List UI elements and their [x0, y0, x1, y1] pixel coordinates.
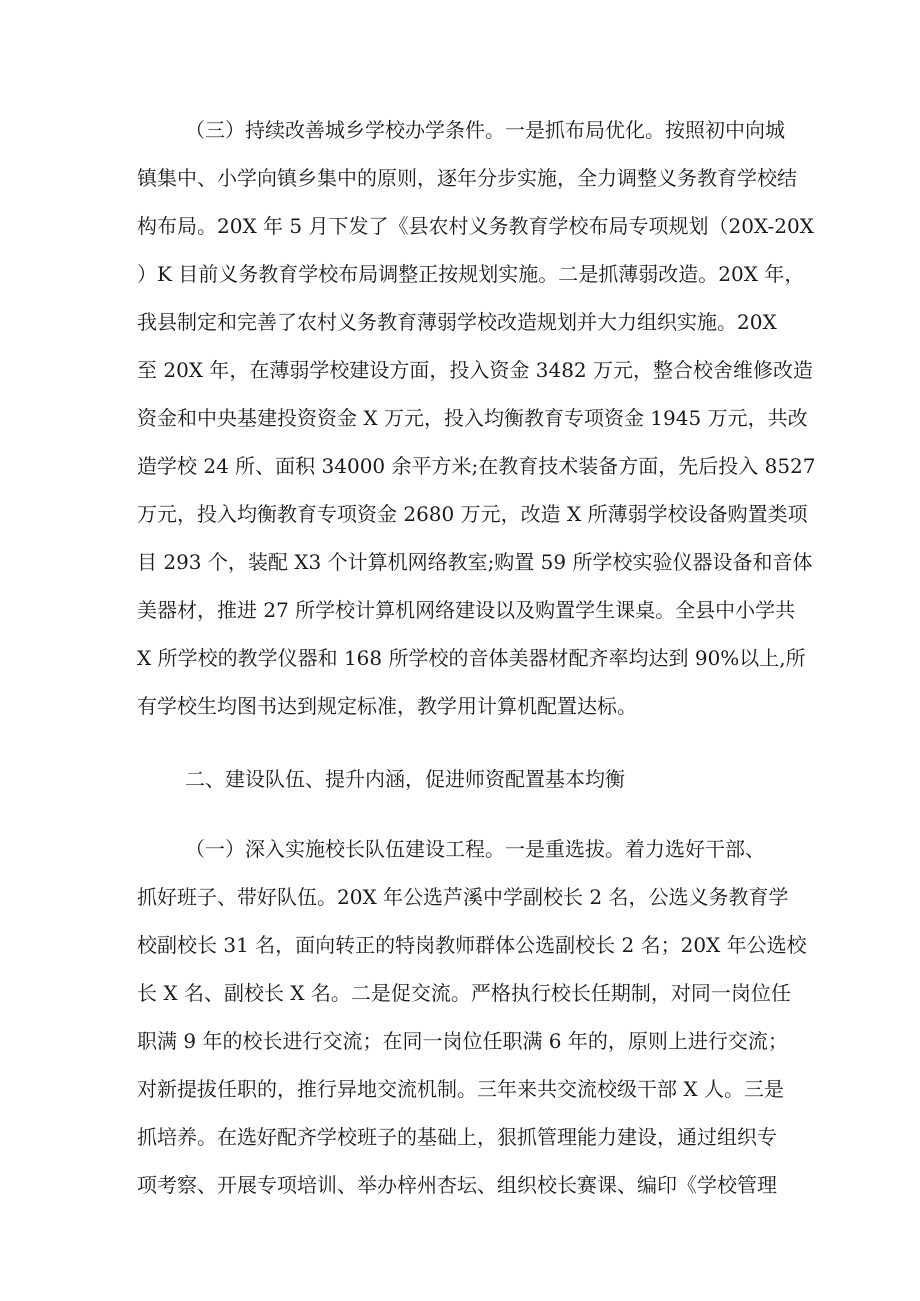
text-line: 校副校长 31 名，面向转正的特岗教师群体公选副校长 2 名；20X 年公选校 [137, 933, 807, 957]
text-line: ）K 目前义务教育学校布局调整正按规划实施。二是抓薄弱改造。20X 年， [137, 262, 805, 286]
text-line: 抓培养。在选好配齐学校班子的基础上，狠抓管理能力建设，通过组织专 [137, 1125, 777, 1149]
text-line: 抓好班子、带好队伍。20X 年公选芦溪中学副校长 2 名，公选义务教育学 [137, 885, 789, 909]
text-line: 对新提拔任职的，推行异地交流机制。三年来共交流校级干部 X 人。三是 [137, 1077, 784, 1101]
text-line: （一）深入实施校长队伍建设工程。一是重选拔。着力选好干部、 [185, 837, 765, 861]
text-line: 造学校 24 所、面积 34000 余平方米;在教育技术装备方面，先后投入 8527 [137, 454, 816, 478]
text-line: X 所学校的教学仪器和 168 所学校的音体美器材配齐率均达到 90%以上,所 [137, 646, 806, 670]
text-line: （三）持续改善城乡学校办学条件。一是抓布局优化。按照初中向城 [185, 118, 785, 142]
text-line: 目 293 个，装配 X3 个计算机网络教室;购置 59 所学校实验仪器设备和音体 [137, 550, 813, 574]
text-line: 我县制定和完善了农村义务教育薄弱学校改造规划并大力组织实施。20X [137, 310, 777, 334]
text-line: 美器材，推进 27 所学校计算机网络建设以及购置学生课桌。全县中小学共 [137, 598, 796, 622]
text-line: 二、建设队伍、提升内涵，促进师资配置基本均衡 [185, 767, 625, 791]
text-line: 万元，投入均衡教育专项资金 2680 万元，改造 X 所薄弱学校设备购置类项 [137, 502, 808, 526]
text-line: 有学校生均图书达到规定标准，教学用计算机配置达标。 [137, 694, 637, 718]
text-line: 镇集中、小学向镇乡集中的原则，逐年分步实施，全力调整义务教育学校结 [137, 166, 797, 190]
text-line: 构布局。20X 年 5 月下发了《县农村义务教育学校布局专项规划（20X-20X [137, 214, 814, 238]
text-line: 项考察、开展专项培训、举办梓州杏坛、组织校长赛课、编印《学校管理 [137, 1173, 777, 1197]
text-line: 至 20X 年，在薄弱学校建设方面，投入资金 3482 万元，整合校舍维修改造 [137, 358, 814, 382]
text-line: 长 X 名、副校长 X 名。二是促交流。严格执行校长任期制，对同一岗位任 [137, 981, 791, 1005]
text-line: 资金和中央基建投资资金 X 万元，投入均衡教育专项资金 1945 万元，共改 [137, 406, 808, 430]
text-line: 职满 9 年的校长进行交流；在同一岗位任职满 6 年的，原则上进行交流； [137, 1029, 788, 1053]
